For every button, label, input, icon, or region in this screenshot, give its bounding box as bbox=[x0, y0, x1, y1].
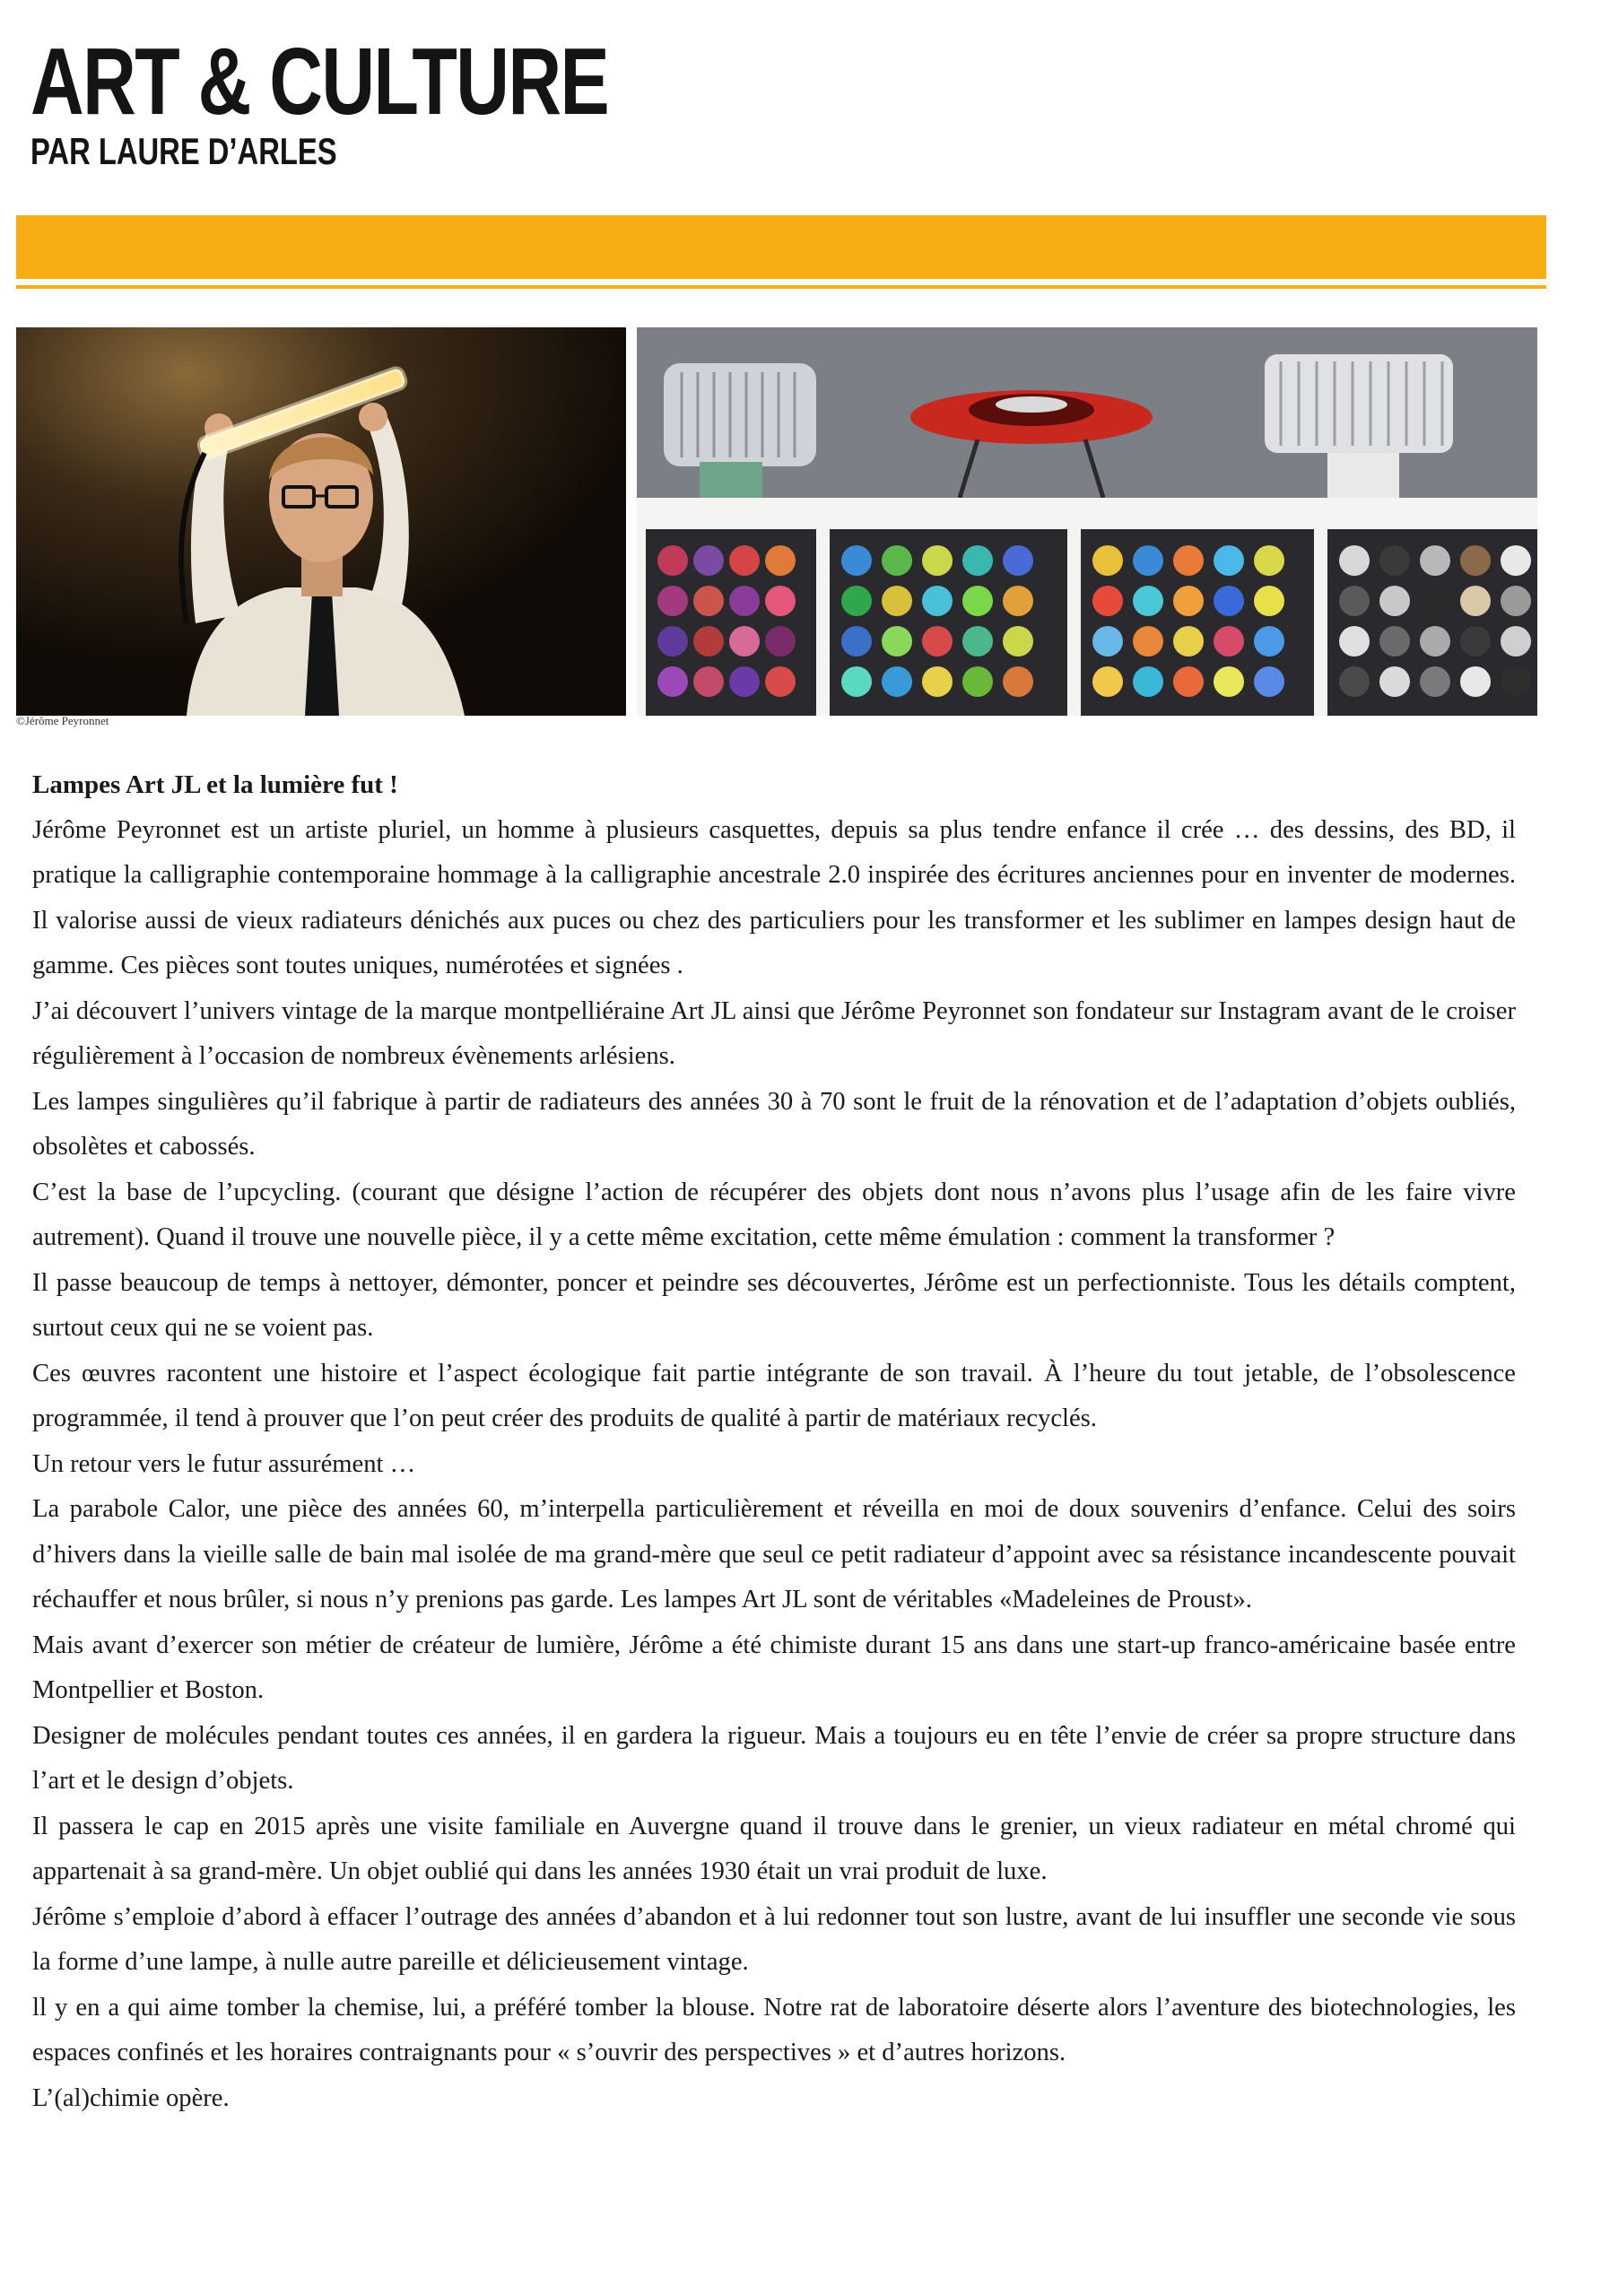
article-paragraph: Designer de molécules pendant toutes ces années, il en gardera la rigueur. Mais a toujours eu en tête l’envie de créer sa propre structure dans l’art et le design d’objets. bbox=[32, 1721, 1516, 1795]
article-paragraph: La parabole Calor, une pièce des années 60, m’interpella particulièrement et réveilla en moi de doux souvenirs d’enfance. Celui des soirs d’hivers dans la vieille salle de bain mal isolée de ma grand-mère que seul ce petit radiateur d’appoint avec sa résistance incandescente pouvait réchauffer et nous brûler, si nous n’y prenions pas garde. Les lampes Art JL sont de véritables «Madeleines de Proust». bbox=[32, 1495, 1516, 1613]
article-paragraph: Un retour vers le futur assurément … bbox=[32, 1449, 416, 1478]
photo-artist-portrait bbox=[16, 327, 626, 716]
article-paragraph: L’(al)chimie opère. bbox=[32, 2083, 230, 2112]
article-paragraph: Ces œuvres racontent une histoire et l’aspect écologique fait partie intégrante de son travail. À l’heure du tout jetable, de l’obsolescence programmée, il tend à prouver que l’on peut créer des produits de qualité à partir de matériaux recyclés. bbox=[32, 1359, 1516, 1432]
photo-radiator-lamps bbox=[637, 327, 1537, 716]
article-paragraph: ll y en a qui aime tomber la chemise, lui, a préféré tomber la blouse. Notre rat de laboratoire déserte alors l’aventure des biotechnologies, les espaces confinés et les horaires contraignants pour « s’ouvrir des perspectives » et d’autres horizons. bbox=[32, 1993, 1516, 2066]
section-title: ART & CULTURE bbox=[30, 29, 609, 135]
photo-credit: ©Jérôme Peyronnet bbox=[16, 714, 109, 727]
article-paragraph: Jérôme s’emploie d’abord à effacer l’outrage des années d’abandon et à lui redonner tout son lustre, avant de lui insuffler une seconde vie sous la forme d’une lampe, à nulle autre pareille et délicieusement vintage. bbox=[32, 1902, 1516, 1976]
article-paragraph: Jérôme Peyronnet est un artiste pluriel, un homme à plusieurs casquettes, depuis sa plus tendre enfance il crée … des dessins, des BD, il pratique la calligraphie contemporaine hommage à la calligraphie ancestrale 2.0 inspirée des écritures anciennes pour en inventer de modernes. Il valorise aussi de vieux radiateurs dénichés aux puces ou chez des particuliers pour les transformer et les sublimer en lampes design haut de gamme. Ces pièces sont toutes uniques, numérotées et signées . bbox=[32, 815, 1516, 979]
article-headline: Lampes Art JL et la lumière fut ! bbox=[32, 770, 398, 799]
accent-bar bbox=[16, 215, 1546, 279]
article-body bbox=[32, 762, 1516, 2121]
article-paragraph: Les lampes singulières qu’il fabrique à partir de radiateurs des années 30 à 70 sont le fruit de la rénovation et de l’adaptation d’objets oubliés, obsolètes et cabossés. bbox=[32, 1087, 1516, 1161]
accent-rule bbox=[16, 285, 1546, 289]
byline: PAR LAURE D’ARLES bbox=[30, 130, 337, 172]
article-paragraph: Il passe beaucoup de temps à nettoyer, démonter, poncer et peindre ses découvertes, Jérôme est un perfectionniste. Tous les détails comptent, surtout ceux qui ne se voient pas. bbox=[32, 1268, 1516, 1342]
article-paragraph: C’est la base de l’upcycling. (courant que désigne l’action de récupérer des objets dont nous n’avons plus l’usage afin de les faire vivre autrement). Quand il trouve une nouvelle pièce, il y a cette même excitation, cette même émulation : comment la transformer ? bbox=[32, 1178, 1516, 1251]
article-paragraph: J’ai découvert l’univers vintage de la marque montpelliéraine Art JL ainsi que Jérôme Peyronnet son fondateur sur Instagram avant de le croiser régulièrement à l’occasion de nombreux évènements arlésiens. bbox=[32, 996, 1516, 1070]
article-paragraph: Il passera le cap en 2015 après une visite familiale en Auvergne quand il trouve dans le grenier, un vieux radiateur en métal chromé qui appartenait à sa grand-mère. Un objet oublié qui dans les années 1930 était un vrai produit de luxe. bbox=[32, 1812, 1516, 1885]
article-paragraph: Mais avant d’exercer son métier de créateur de lumière, Jérôme a été chimiste durant 15 ans dans une start-up franco-américaine basée entre Montpellier et Boston. bbox=[32, 1631, 1516, 1704]
masthead bbox=[30, 29, 771, 172]
